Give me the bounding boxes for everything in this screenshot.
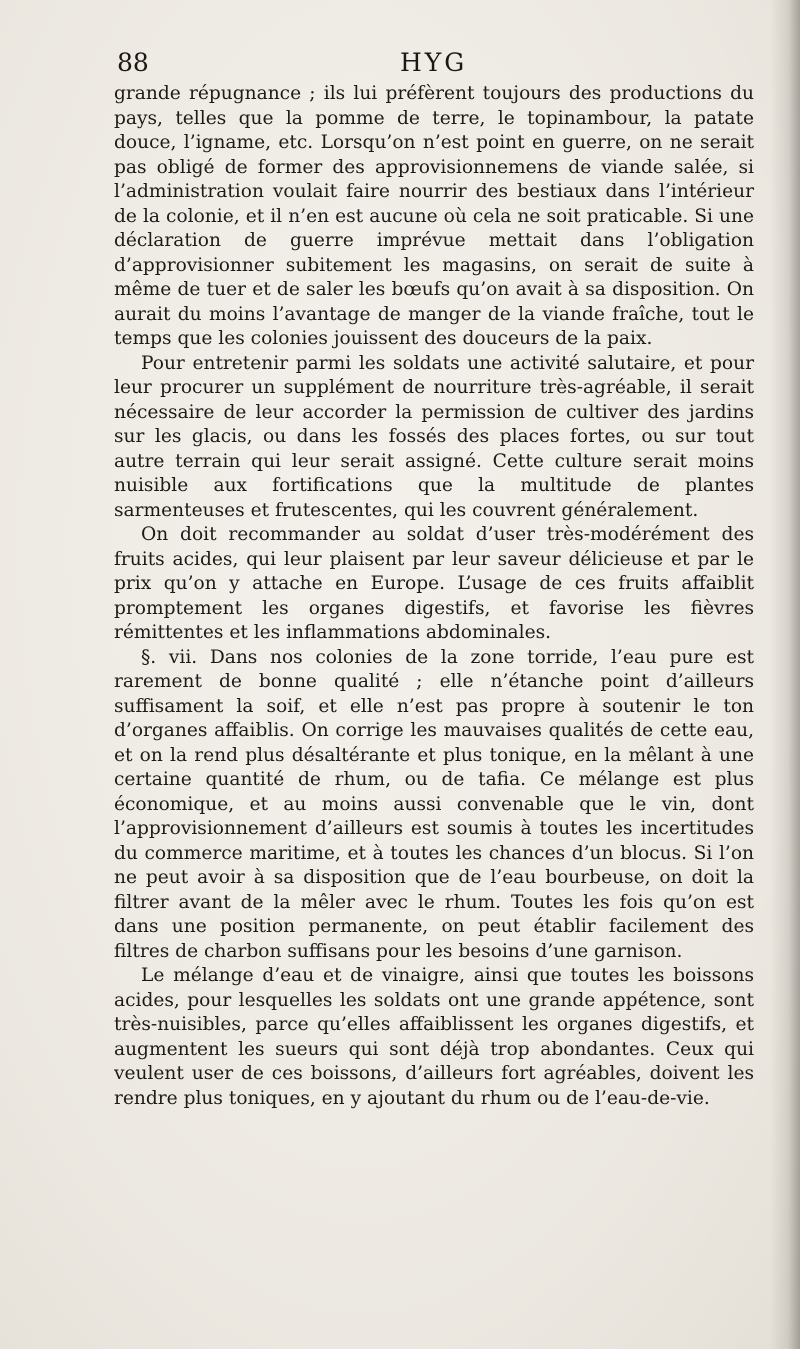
page-header bbox=[117, 44, 753, 84]
running-head: HYG bbox=[400, 48, 468, 77]
paragraph-soldiers-gardens: Pour entretenir parmi les soldats une activité salutaire, et pour leur procurer un supplément de nourriture très-agréable, il serait nécessaire de leur accorder la permission de cultiver des jardins sur les glacis, ou dans les fossés des places fortes, ou sur tout autre terrain qui leur serait assigné. Cette culture serait moins nuisible aux fortifications que la multitude de plantes sarmenteuses et frutescentes, qui les couvrent généralement. bbox=[114, 352, 754, 521]
paragraph-acid-fruits: On doit recommander au soldat d’user très-modérément des fruits acides, qui leur plaisent par leur saveur délicieuse et par le prix qu’on y attache en Europe. L’usage de ces fruits affaiblit promptement les organes digestifs, et favorise les fièvres rémittentes et les inflammations abdominales. bbox=[114, 524, 754, 643]
paragraph-section-vii-water: §. vii. Dans nos colonies de la zone torride, l’eau pure est rarement de bonne qualité ; elle n’étanche point d’ailleurs suffisament la soif, et elle n’est pas propre à soutenir le ton d’organes affaiblis. On corrige les mauvaises qualités de cette eau, et on la rend plus désaltérante et plus tonique, en la mêlant à une certaine quantité de rhum, ou de tafia. Ce mélange est plus économique, et au moins aussi convenable que le vin, dont l’approvisionnement d’ailleurs est soumis à toutes les incertitudes du commerce maritime, et à toutes les chances d’un blocus. Si l’on ne peut avoir à sa disposition que de l’eau bourbeuse, on doit la filtrer avant de la mêler avec le rhum. Toutes les fois qu’on est dans une position permanente, on peut établir facilement des filtres de charbon suffisans pour les besoins d’une garnison. bbox=[114, 646, 754, 962]
body-text bbox=[114, 82, 754, 1111]
page-number: 88 bbox=[117, 48, 149, 77]
paragraph-continued: grande répugnance ; ils lui préfèrent toujours des productions du pays, telles que la pomme de terre, le topinambour, la patate douce, l’igname, etc. Lorsqu’on n’est point en guerre, on ne serait pas obligé de former des approvisionnemens de viande salée, si l’administration voulait faire nourrir des bestiaux dans l’intérieur de la colonie, et il n’en est aucune où cela ne soit praticable. Si une déclaration de guerre imprévue mettait dans l’obligation d’approvisionner subitement les magasins, on serait de suite à même de tuer et de saler les bœufs qu’on avait à sa disposition. On aurait du moins l’avantage de manger de la viande fraîche, tout le temps que les colonies jouissent des douceurs de la paix. bbox=[114, 83, 754, 349]
paragraph-vinegar-drinks: Le mélange d’eau et de vinaigre, ainsi que toutes les boissons acides, pour lesquelles les soldats ont une grande appétence, sont très-nuisibles, parce qu’elles affaiblissent les organes digestifs, et augmentent les sueurs qui sont déjà trop abondantes. Ceux qui veulent user de ces boissons, d’ailleurs fort agréables, doivent les rendre plus toniques, en y ajoutant du rhum ou de l’eau-de-vie. bbox=[114, 965, 754, 1109]
page-edge-shadow bbox=[770, 0, 800, 1349]
